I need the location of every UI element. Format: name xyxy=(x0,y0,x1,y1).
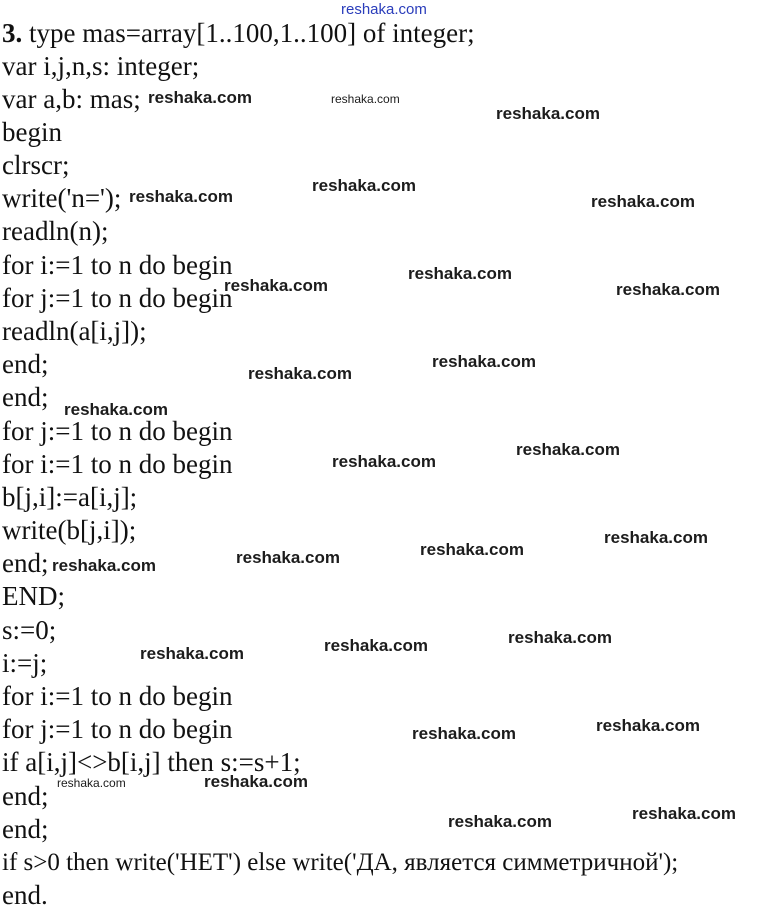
watermark: reshaka.com xyxy=(496,104,600,123)
code-line: if a[i,j]<>b[i,j] then s:=s+1; xyxy=(2,747,301,777)
watermark: reshaka.com xyxy=(432,352,536,371)
watermark: reshaka.com xyxy=(516,440,620,459)
watermark: reshaka.com xyxy=(420,540,524,559)
code-line: write('n='); xyxy=(2,183,122,213)
code-line: end; xyxy=(2,781,49,811)
code-line: end; xyxy=(2,349,49,379)
code-line: b[j,i]:=a[i,j]; xyxy=(2,482,138,512)
watermark: reshaka.com xyxy=(591,192,695,211)
watermark: reshaka.com xyxy=(408,264,512,283)
code-line: for j:=1 to n do begin xyxy=(2,283,233,313)
watermark: reshaka.com xyxy=(332,452,436,471)
code-line: var i,j,n,s: integer; xyxy=(2,51,200,81)
code-line: i:=j; xyxy=(2,648,48,678)
code-line: clrscr; xyxy=(2,150,70,180)
code-line: write(b[j,i]); xyxy=(2,515,137,545)
code-line: for j:=1 to n do begin xyxy=(2,714,233,744)
code-line: if s>0 then write('НЕТ') else write('ДА, является симметричной'); xyxy=(2,849,679,876)
code-line: for i:=1 to n do begin xyxy=(2,681,233,711)
watermark: reshaka.com xyxy=(616,280,720,299)
header-watermark: reshaka.com xyxy=(341,1,427,18)
code-line: end. xyxy=(2,880,48,910)
watermark: reshaka.com xyxy=(140,644,244,663)
code-line: for i:=1 to n do begin xyxy=(2,250,233,280)
code-line: readln(n); xyxy=(2,216,109,246)
watermark: reshaka.com xyxy=(412,724,516,743)
watermark: reshaka.com xyxy=(248,364,352,383)
code-line: end; xyxy=(2,548,49,578)
code-line: readln(a[i,j]); xyxy=(2,316,147,346)
code-line: for i:=1 to n do begin xyxy=(2,449,233,479)
code-line: end; xyxy=(2,814,49,844)
code-line: end; xyxy=(2,382,49,412)
watermark: reshaka.com xyxy=(324,636,428,655)
code-line: for j:=1 to n do begin xyxy=(2,416,233,446)
watermark: reshaka.com xyxy=(448,812,552,831)
code-line xyxy=(2,17,475,50)
watermark: reshaka.com xyxy=(57,776,126,790)
watermark: reshaka.com xyxy=(224,276,328,295)
watermark: reshaka.com xyxy=(204,772,308,791)
watermark: reshaka.com xyxy=(312,176,416,195)
watermark: reshaka.com xyxy=(64,400,168,419)
watermark: reshaka.com xyxy=(52,556,156,575)
watermark: reshaka.com xyxy=(331,92,400,106)
watermark: reshaka.com xyxy=(596,716,700,735)
watermark: reshaka.com xyxy=(604,528,708,547)
code-line: begin xyxy=(2,117,62,147)
watermark: reshaka.com xyxy=(129,187,233,206)
code-line: s:=0; xyxy=(2,615,57,645)
code-line: var a,b: mas; xyxy=(2,84,141,114)
watermark: reshaka.com xyxy=(508,628,612,647)
task-number: 3. xyxy=(2,18,23,48)
watermark: reshaka.com xyxy=(236,548,340,567)
watermark: reshaka.com xyxy=(632,804,736,823)
code-line: END; xyxy=(2,581,65,611)
code-line-text: type mas=array[1..100,1..100] of integer; xyxy=(22,18,475,48)
watermark: reshaka.com xyxy=(148,88,252,107)
